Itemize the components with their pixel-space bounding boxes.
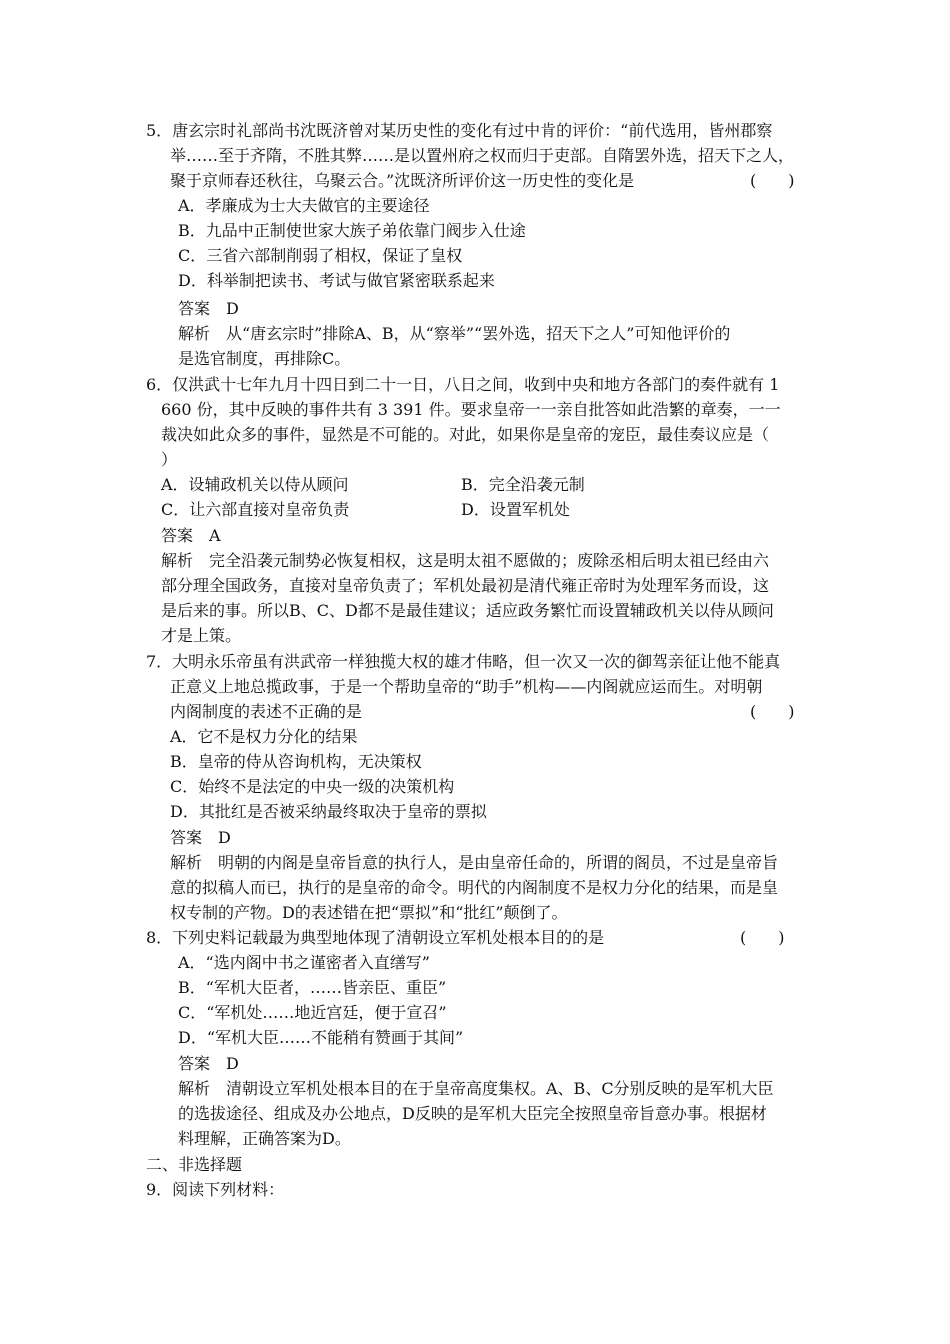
q7-stem-line-2: 正意义上地总揽政事，于是一个帮助皇帝的“助手”机构——内阁就应运而生。对明朝 xyxy=(170,677,763,696)
q7-analysis-line-3: 权专制的产物。D的表述错在把“票拟”和“批红”颠倒了。 xyxy=(170,903,568,922)
q5-option-a: A．孝廉成为士大夫做官的主要途径 xyxy=(178,196,430,215)
q5-option-c: C．三省六部制削弱了相权，保证了皇权 xyxy=(178,246,463,265)
q6-stem-line-2: 660 份，其中反映的事件共有 3 391 件。要求皇帝一一亲自批答如此浩繁的章奏，一一 xyxy=(161,400,781,419)
q6-analysis-line-3: 是后来的事。所以B、C、D都不是最佳建议；适应政务繁忙而设置辅政机关以侍从顾问 xyxy=(161,601,774,620)
q5-stem-line-1: 5．唐玄宗时礼部尚书沈既济曾对某历史性的变化有过中肯的评价：“前代选用，皆州郡察 xyxy=(146,121,773,140)
q6-option-c: C．让六部直接对皇帝负责 xyxy=(161,500,350,519)
q5-answer-bracket: ( ) xyxy=(750,171,795,190)
q8-option-c: C．“军机处……地近宫廷，便于宣召” xyxy=(178,1003,447,1022)
q7-option-a: A．它不是权力分化的结果 xyxy=(170,727,358,746)
q6-option-b: B．完全沿袭元制 xyxy=(461,475,585,494)
q7-answer: 答案 D xyxy=(170,828,231,847)
q8-option-a: A．“选内阁中书之谨密者入直缮写” xyxy=(178,953,430,972)
section-heading: 二、非选择题 xyxy=(146,1155,243,1174)
q8-analysis-line-1: 解析 清朝设立军机处根本目的在于皇帝高度集权。A、B、C分别反映的是军机大臣 xyxy=(178,1079,774,1098)
q5-option-d: D．科举制把读书、考试与做官紧密联系起来 xyxy=(178,271,495,290)
q8-answer-bracket: ( ) xyxy=(740,928,785,947)
q6-stem-line-3: 裁决如此众多的事件，显然是不可能的。对此，如果你是皇帝的宠臣，最佳奏议应是（ xyxy=(161,425,770,444)
q7-analysis-line-1: 解析 明朝的内阁是皇帝旨意的执行人，是由皇帝任命的，所谓的阁员，不过是皇帝旨 xyxy=(170,853,779,872)
q5-option-b: B．九品中正制使世家大族子弟依靠门阀步入仕途 xyxy=(178,221,526,240)
q5-analysis-line-1: 解析 从“唐玄宗时”排除A、B，从“察举”“罢外选，招天下之人”可知他评价的 xyxy=(178,324,731,343)
q8-option-b: B．“军机大臣者，……皆亲臣、重臣” xyxy=(178,978,447,997)
q6-analysis-line-4: 才是上策。 xyxy=(161,626,242,645)
q7-option-c: C．始终不是法定的中央一级的决策机构 xyxy=(170,777,455,796)
q6-answer: 答案 A xyxy=(161,526,221,545)
q6-stem-line-1: 6．仅洪武十七年九月十四日到二十一日，八日之间，收到中央和地方各部门的奏件就有 1 xyxy=(146,375,780,394)
q7-option-b: B．皇帝的侍从咨询机构，无决策权 xyxy=(170,752,422,771)
q6-analysis-line-1: 解析 完全沿袭元制势必恢复相权，这是明太祖不愿做的；废除丞相后明太祖已经由六 xyxy=(161,551,770,570)
q5-stem-line-2: 举……至于齐隋，不胜其弊……是以置州府之权而归于吏部。自隋罢外选，招天下之人， xyxy=(170,146,795,165)
q7-stem-line-3: 内阁制度的表述不正确的是 xyxy=(170,702,363,721)
q8-stem-line-1: 8．下列史料记载最为典型地体现了清朝设立军机处根本目的的是 xyxy=(146,928,605,947)
q7-answer-bracket: ( ) xyxy=(750,702,795,721)
q5-analysis-line-2: 是选官制度，再排除C。 xyxy=(178,349,351,368)
question-9-stem: 9．阅读下列材料： xyxy=(146,1180,285,1199)
q6-option-a: A．设辅政机关以侍从顾问 xyxy=(161,475,349,494)
q8-answer: 答案 D xyxy=(178,1054,239,1073)
q7-analysis-line-2: 意的拟稿人而已，执行的是皇帝的命令。明代的内阁制度不是权力分化的结果，而是皇 xyxy=(170,878,779,897)
q7-stem-line-1: 7．大明永乐帝虽有洪武帝一样独揽大权的雄才伟略，但一次又一次的御驾亲征让他不能真 xyxy=(146,652,781,671)
q6-option-d: D．设置军机处 xyxy=(461,500,570,519)
q8-analysis-line-3: 料理解，正确答案为D。 xyxy=(178,1129,351,1148)
q5-stem-line-3: 聚于京师春还秋往，乌聚云合。”沈既济所评价这一历史性的变化是 xyxy=(170,171,635,190)
q6-stem-line-4: ） xyxy=(161,450,178,469)
q6-analysis-line-2: 部分理全国政务，直接对皇帝负责了；军机处最初是清代雍正帝时为处理军务而设，这 xyxy=(161,576,770,595)
q7-option-d: D．其批红是否被采纳最终取决于皇帝的票拟 xyxy=(170,802,487,821)
q8-option-d: D．“军机大臣……不能稍有赞画于其间” xyxy=(178,1028,464,1047)
q5-answer: 答案 D xyxy=(178,299,239,318)
q8-analysis-line-2: 的选拔途径、组成及办公地点，D反映的是军机大臣完全按照皇帝旨意办事。根据材 xyxy=(178,1104,767,1123)
